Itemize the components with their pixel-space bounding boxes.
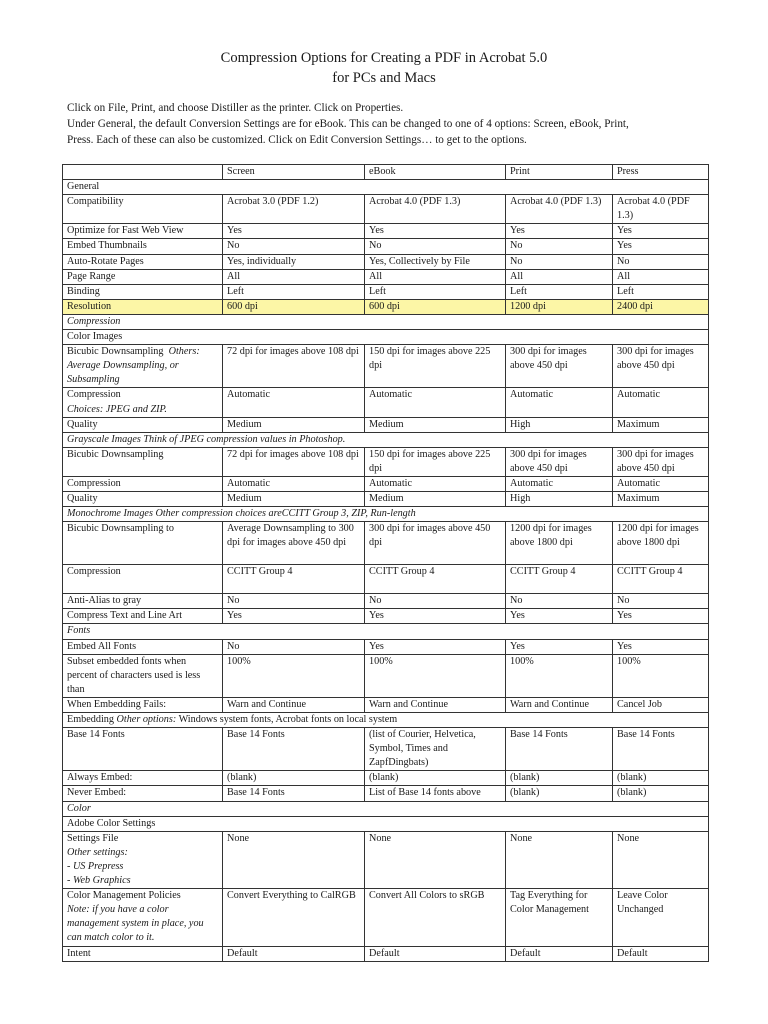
row-label: Embed Thumbnails (63, 239, 223, 254)
table-cell: Automatic (365, 476, 506, 491)
row-label: Bicubic Downsampling to (63, 522, 223, 565)
row-label: Bicubic Downsampling (63, 447, 223, 476)
table-cell: Acrobat 3.0 (PDF 1.2) (223, 195, 365, 224)
table-cell: High (506, 492, 613, 507)
row-label: Base 14 Fonts (63, 728, 223, 771)
row-label-note: Others: Average Downsampling, or Subsampling (67, 346, 200, 386)
table-row (63, 639, 709, 654)
table-cell: None (506, 831, 613, 888)
table-cell: All (613, 269, 709, 284)
document-title (0, 48, 768, 88)
table-cell: Yes (613, 239, 709, 254)
table-row (63, 728, 709, 771)
section-row-adobe-color-settings (63, 816, 709, 831)
table-row (63, 284, 709, 299)
compression-options-table (62, 164, 709, 962)
table-cell: Default (223, 946, 365, 961)
section-row-grayscale (63, 432, 709, 447)
table-row (63, 492, 709, 507)
table-row (63, 565, 709, 594)
table-cell: Convert All Colors to sRGB (365, 889, 506, 946)
table-cell: Left (613, 284, 709, 299)
table-cell: Base 14 Fonts (223, 786, 365, 801)
table-cell: Left (365, 284, 506, 299)
section-row-general (63, 180, 709, 195)
section-row-color-images (63, 330, 709, 345)
table-cell: Average Downsampling to 300 dpi for images above 450 dpi (223, 522, 365, 565)
table-row (63, 594, 709, 609)
section-label: Fonts (63, 624, 709, 639)
table-cell: Warn and Continue (365, 697, 506, 712)
section-label (63, 713, 709, 728)
table-cell: Medium (365, 492, 506, 507)
row-label: Compression (63, 565, 223, 594)
table-cell: Tag Everything for Color Management (506, 889, 613, 946)
table-row (63, 345, 709, 388)
table-row (63, 522, 709, 565)
table-row (63, 195, 709, 224)
table-cell: Yes (506, 639, 613, 654)
table-cell: (blank) (613, 771, 709, 786)
table-cell: Base 14 Fonts (223, 728, 365, 771)
table-cell: 1200 dpi (506, 299, 613, 314)
intro-line-1: Click on File, Print, and choose Distiller as the printer. Click on Properties. (67, 102, 404, 114)
row-label: Compatibility (63, 195, 223, 224)
intro-line-3: Press. Each of these can also be customized. Click on Edit Conversion Settings… to get to the options. (67, 134, 527, 147)
table-cell: 72 dpi for images above 108 dpi (223, 345, 365, 388)
table-cell: No (506, 254, 613, 269)
table-row (63, 224, 709, 239)
title-line-2: for PCs and Macs (332, 70, 436, 86)
table-cell: Automatic (365, 388, 506, 417)
table-cell: No (506, 239, 613, 254)
row-label-text: Bicubic Downsampling (67, 346, 164, 358)
table-cell: No (613, 254, 709, 269)
section-label: General (63, 180, 709, 195)
table-cell: Medium (223, 417, 365, 432)
table-cell: Automatic (506, 476, 613, 491)
section-note: Other options: (116, 714, 177, 725)
table-cell: 2400 dpi (613, 299, 709, 314)
column-header-ebook: eBook (365, 165, 506, 180)
column-header (63, 165, 223, 180)
row-label-note: Other settings: (67, 846, 128, 858)
row-label: Quality (63, 417, 223, 432)
table-cell: Yes (613, 639, 709, 654)
intro-line-2: Under General, the default Conversion Settings are for eBook. This can be changed to one of 4 options: Screen, eBook, Print, (67, 118, 629, 131)
table-cell: (blank) (365, 771, 506, 786)
row-label: Resolution (63, 299, 223, 314)
section-label: Color (63, 801, 709, 816)
table-row (63, 388, 709, 417)
table-cell: (list of Courier, Helvetica, Symbol, Times and ZapfDingbats) (365, 728, 506, 771)
row-label: Quality (63, 492, 223, 507)
table-cell: 300 dpi for images above 450 dpi (613, 447, 709, 476)
table-cell: CCITT Group 4 (223, 565, 365, 594)
row-label: When Embedding Fails: (63, 697, 223, 712)
table-cell: 300 dpi for images above 450 dpi (365, 522, 506, 565)
table-cell: Yes, individually (223, 254, 365, 269)
table-cell: 100% (223, 654, 365, 697)
table-cell: 150 dpi for images above 225 dpi (365, 345, 506, 388)
table-row (63, 254, 709, 269)
table-cell: Default (613, 946, 709, 961)
table-cell: Medium (365, 417, 506, 432)
row-label: Page Range (63, 269, 223, 284)
row-label: Intent (63, 946, 223, 961)
table-cell: Yes (613, 609, 709, 624)
table-cell: All (506, 269, 613, 284)
table-row (63, 786, 709, 801)
table-cell: Automatic (506, 388, 613, 417)
row-label-text: Compression (67, 389, 121, 401)
table-cell: 300 dpi for images above 450 dpi (506, 345, 613, 388)
row-label: Compress Text and Line Art (63, 609, 223, 624)
table-cell: Yes (613, 224, 709, 239)
row-label: Auto-Rotate Pages (63, 254, 223, 269)
table-cell: (blank) (506, 786, 613, 801)
table-cell: (blank) (613, 786, 709, 801)
section-row-color (63, 801, 709, 816)
table-cell: All (365, 269, 506, 284)
table-cell: Leave Color Unchanged (613, 889, 709, 946)
table-row (63, 269, 709, 284)
section-label: Monochrome Images Other compression choices areCCITT Group 3, ZIP, Run-length (63, 507, 709, 522)
table-row (63, 771, 709, 786)
table-cell: Acrobat 4.0 (PDF 1.3) (365, 195, 506, 224)
row-label (63, 889, 223, 946)
table-row (63, 697, 709, 712)
table-row (63, 609, 709, 624)
row-label-note: Choices: JPEG and ZIP. (67, 403, 167, 415)
table-cell: 600 dpi (365, 299, 506, 314)
table-cell: CCITT Group 4 (365, 565, 506, 594)
section-row-compression (63, 314, 709, 329)
table-row (63, 831, 709, 888)
title-line-1: Compression Options for Creating a PDF in Acrobat 5.0 (220, 50, 548, 66)
row-label-note: - US Prepress (67, 860, 124, 872)
table-cell: Yes (223, 224, 365, 239)
table-cell: No (223, 594, 365, 609)
section-row-fonts (63, 624, 709, 639)
table-cell: 300 dpi for images above 450 dpi (613, 345, 709, 388)
table-cell: No (613, 594, 709, 609)
table-cell: 1200 dpi for images above 1800 dpi (613, 522, 709, 565)
table-cell: Yes (506, 609, 613, 624)
section-label: Grayscale Images Think of JPEG compression values in Photoshop. (63, 432, 709, 447)
table-cell: No (365, 594, 506, 609)
table-row (63, 946, 709, 961)
table-cell: All (223, 269, 365, 284)
table-cell: Yes (365, 639, 506, 654)
table-cell: None (223, 831, 365, 888)
section-row-monochrome (63, 507, 709, 522)
table-cell: Yes (365, 224, 506, 239)
table-header-row (63, 165, 709, 180)
table-cell: 1200 dpi for images above 1800 dpi (506, 522, 613, 565)
row-label: Anti-Alias to gray (63, 594, 223, 609)
row-label (63, 831, 223, 888)
table-cell: Base 14 Fonts (613, 728, 709, 771)
table-cell: Left (223, 284, 365, 299)
table-cell: Convert Everything to CalRGB (223, 889, 365, 946)
table-cell: Warn and Continue (223, 697, 365, 712)
table-cell: High (506, 417, 613, 432)
row-label: Always Embed: (63, 771, 223, 786)
table-cell: 72 dpi for images above 108 dpi (223, 447, 365, 476)
table-row (63, 889, 709, 946)
table-cell: 300 dpi for images above 450 dpi (506, 447, 613, 476)
table-cell: (blank) (506, 771, 613, 786)
table-cell: Automatic (223, 388, 365, 417)
table-cell: Acrobat 4.0 (PDF 1.3) (506, 195, 613, 224)
row-label: Embed All Fonts (63, 639, 223, 654)
section-row-embedding (63, 713, 709, 728)
row-label-note: - Web Graphics (67, 875, 131, 887)
table-cell: No (365, 239, 506, 254)
table-cell: No (506, 594, 613, 609)
row-label-note: Note: if you have a color management system in place, you can match color to it. (67, 904, 204, 944)
table-cell: Warn and Continue (506, 697, 613, 712)
table-cell: Yes (365, 609, 506, 624)
table-cell: Yes (506, 224, 613, 239)
table-cell: 100% (506, 654, 613, 697)
table-cell: 100% (613, 654, 709, 697)
table-cell: No (223, 239, 365, 254)
row-label: Optimize for Fast Web View (63, 224, 223, 239)
table-row (63, 654, 709, 697)
row-label (63, 388, 223, 417)
table-cell: Automatic (613, 476, 709, 491)
table-row (63, 417, 709, 432)
row-label-text: Settings File (67, 832, 119, 844)
table-cell: None (365, 831, 506, 888)
table-cell: Medium (223, 492, 365, 507)
table-cell: Yes, Collectively by File (365, 254, 506, 269)
table-row (63, 447, 709, 476)
table-cell: 150 dpi for images above 225 dpi (365, 447, 506, 476)
row-label (63, 345, 223, 388)
column-header-print: Print (506, 165, 613, 180)
table-cell: 100% (365, 654, 506, 697)
section-label: Color Images (63, 330, 709, 345)
section-rest: Windows system fonts, Acrobat fonts on local system (176, 714, 398, 725)
table-cell: CCITT Group 4 (613, 565, 709, 594)
table-row (63, 239, 709, 254)
table-cell: Automatic (223, 476, 365, 491)
table-cell: Yes (223, 609, 365, 624)
table-cell: No (223, 639, 365, 654)
table-cell: Maximum (613, 417, 709, 432)
table-cell: Default (365, 946, 506, 961)
column-header-screen: Screen (223, 165, 365, 180)
row-label-text: Color Management Policies (67, 890, 181, 902)
table-cell: Automatic (613, 388, 709, 417)
table-cell: List of Base 14 fonts above (365, 786, 506, 801)
table-cell: Left (506, 284, 613, 299)
table-row (63, 476, 709, 491)
intro-paragraph (67, 100, 717, 149)
table-cell: (blank) (223, 771, 365, 786)
table-cell: Default (506, 946, 613, 961)
section-lead: Embedding (67, 714, 114, 725)
resolution-row-highlighted (63, 299, 709, 314)
table-cell: CCITT Group 4 (506, 565, 613, 594)
column-header-press: Press (613, 165, 709, 180)
table-cell: Base 14 Fonts (506, 728, 613, 771)
section-label: Adobe Color Settings (63, 816, 709, 831)
table-cell: None (613, 831, 709, 888)
row-label: Binding (63, 284, 223, 299)
row-label: Never Embed: (63, 786, 223, 801)
table-cell: Maximum (613, 492, 709, 507)
row-label: Subset embedded fonts when percent of characters used is less than (63, 654, 223, 697)
table-cell: 600 dpi (223, 299, 365, 314)
table-cell: Acrobat 4.0 (PDF 1.3) (613, 195, 709, 224)
section-label: Compression (63, 314, 709, 329)
row-label: Compression (63, 476, 223, 491)
table-cell: Cancel Job (613, 697, 709, 712)
